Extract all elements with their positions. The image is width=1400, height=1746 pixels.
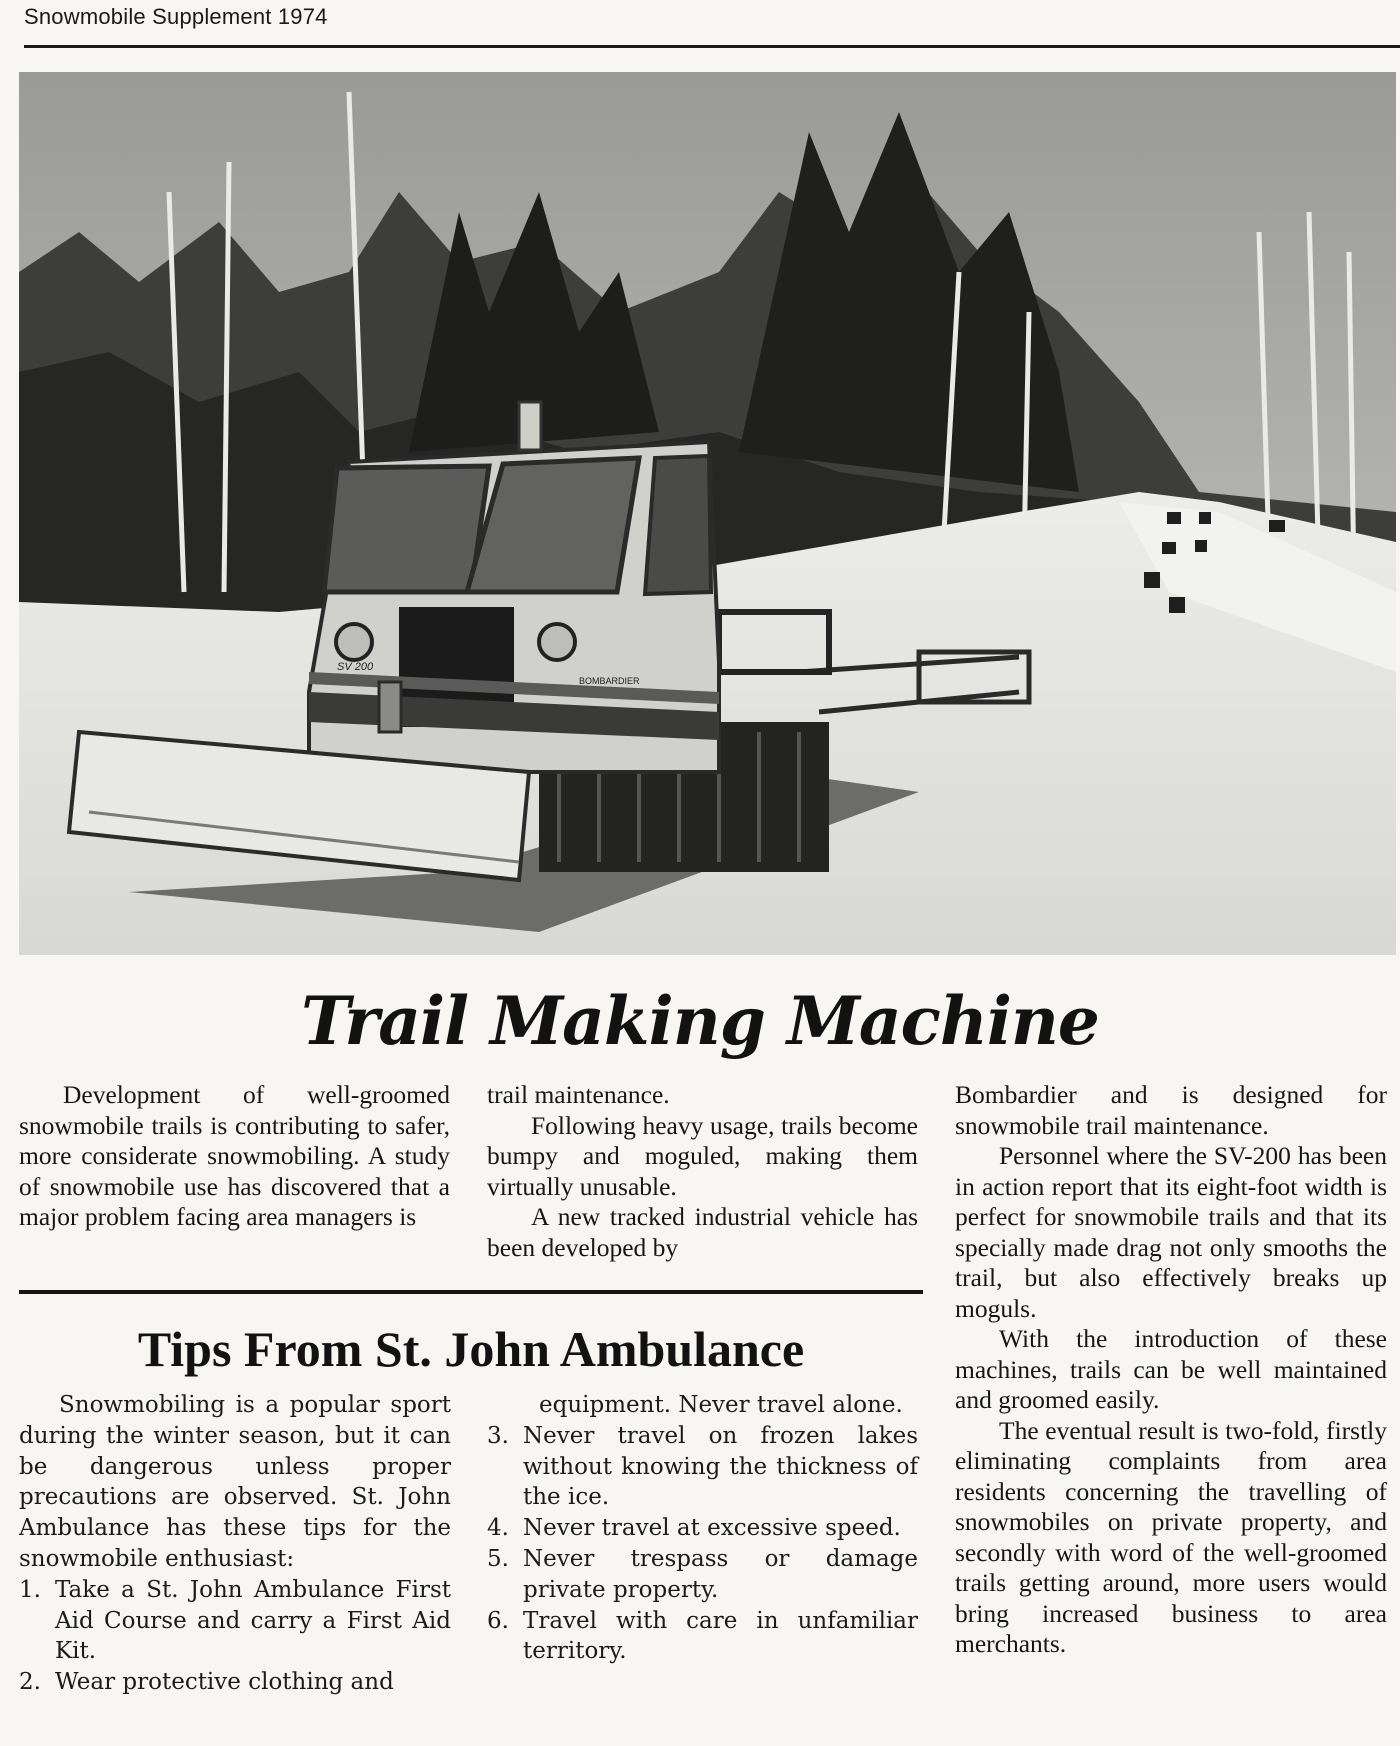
machine-brand: BOMBARDIER [579, 676, 640, 686]
article-paragraph: Development of well-groomed snowmobile trails is contributing to safer, more considerate snowmobiling. A study of snowmobile use has discovered that a major problem facing area managers is [19, 1080, 450, 1231]
tips-title: Tips From St. John Ambulance [137, 1321, 805, 1377]
photo-illustration [19, 72, 1396, 955]
tip-text-continued: equipment. Never travel alone. [539, 1392, 903, 1418]
header-rule [24, 45, 1400, 48]
article-paragraph: trail maintenance. [487, 1080, 670, 1109]
article-paragraph: A new tracked industrial vehicle has been developed by [487, 1202, 918, 1262]
article-title: Trail Making Machine [301, 982, 1099, 1060]
article-paragraph: Personnel where the SV-200 has been in action report that its eight-foot width is perfect for snowmobile trails and that its specially made drag not only smooths the trail, but also effectively breaks up moguls. [955, 1141, 1387, 1323]
tip-number: 4. [487, 1515, 509, 1542]
article-paragraph: The eventual result is two-fold, firstly eliminating complaints from area residents concerning the travelling of snowmobiles on private property, and secondly with word of the well-groomed trails getting around, more users would bring increased business to area merchants. [955, 1415, 1387, 1658]
article-paragraph: Bombardier and is designed for snowmobile trail maintenance. [955, 1080, 1387, 1140]
article-paragraph: Following heavy usage, trails become bumpy and moguled, making them virtually unusable. [487, 1110, 918, 1201]
tip-item [487, 1544, 918, 1606]
tip-text: Never trespass or damage private property. [523, 1545, 918, 1603]
section-rule [19, 1290, 923, 1294]
machine-badge: SV 200 [337, 661, 374, 673]
tip-text: Take a St. John Ambulance First Aid Course and carry a First Aid Kit. [55, 1576, 451, 1665]
tip-item [19, 1575, 451, 1667]
tip-item [487, 1606, 918, 1668]
article-column-3 [955, 1080, 1387, 1660]
tip-item [487, 1513, 918, 1544]
article-column-2 [487, 1080, 918, 1263]
tips-column-1 [19, 1390, 451, 1698]
tip-text: Never travel at excessive speed. [523, 1515, 901, 1542]
tip-text: Wear protective clothing and [55, 1669, 394, 1696]
tip-text: Travel with care in unfamiliar territory. [523, 1607, 918, 1665]
trail-groomer-photo [19, 72, 1396, 955]
running-head: Snowmobile Supplement 1974 [24, 4, 328, 29]
tip-number: 3. [487, 1422, 509, 1449]
tip-text: Never travel on frozen lakes without knowing the thickness of the ice. [523, 1422, 918, 1511]
tip-item [487, 1421, 918, 1513]
tips-column-2 [487, 1390, 918, 1667]
article-column-1 [19, 1080, 450, 1233]
tip-item [19, 1667, 451, 1698]
tip-number: 2. [19, 1669, 41, 1696]
tip-number: 6. [487, 1607, 509, 1634]
tip-number: 1. [19, 1576, 41, 1603]
tips-intro: Snowmobiling is a popular sport during the winter season, but it can be dangerous unless proper precautions are observed. St. John Ambulance has these tips for the snowmobile enthusiast: [19, 1392, 451, 1572]
article-paragraph: With the introduction of these machines, trails can be well maintained and groomed easily. [955, 1324, 1387, 1414]
tip-number: 5. [487, 1545, 509, 1572]
